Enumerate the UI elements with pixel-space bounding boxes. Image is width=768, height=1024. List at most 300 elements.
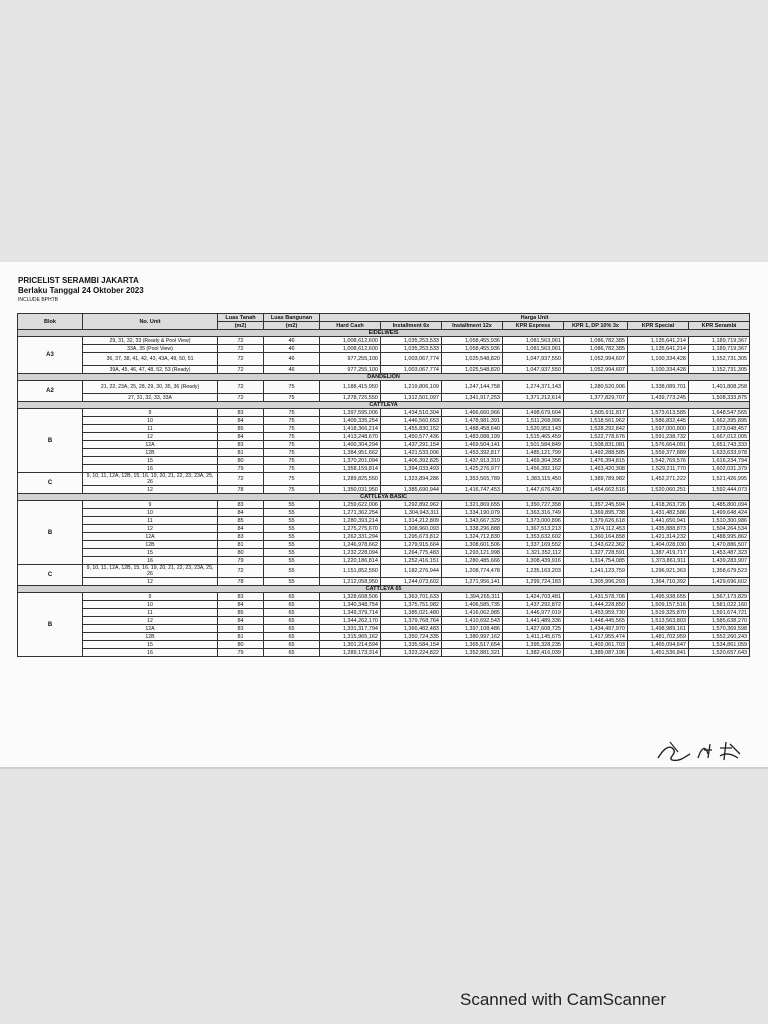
price-cell: 1,481,702,959: [628, 633, 689, 641]
luas-tanah-cell: 83: [218, 441, 264, 449]
price-cell: 1,360,164,858: [564, 533, 628, 541]
luas-bangunan-cell: 75: [264, 425, 320, 433]
price-cell: 1,280,520,906: [564, 381, 628, 394]
table-row: [18, 633, 750, 641]
price-cell: 1,492,288,585: [564, 449, 628, 457]
unit-cell: 11: [83, 425, 218, 433]
luas-bangunan-cell: 55: [264, 565, 320, 578]
table-row: [18, 457, 750, 465]
luas-tanah-cell: 83: [218, 593, 264, 601]
price-cell: 1,280,485,666: [442, 557, 503, 565]
table-row: [18, 473, 750, 486]
price-cell: 1,581,022,160: [689, 601, 750, 609]
price-cell: 1,451,536,841: [628, 649, 689, 657]
luas-tanah-cell: 78: [218, 486, 264, 494]
price-cell: 1,411,145,675: [503, 633, 564, 641]
luas-bangunan-cell: 75: [264, 417, 320, 425]
luas-bangunan-cell: 55: [264, 533, 320, 541]
price-cell: 1,576,664,091: [628, 441, 689, 449]
price-cell: 1,262,331,294: [320, 533, 381, 541]
unit-cell: 10: [83, 509, 218, 517]
price-cell: 1,499,648,424: [689, 509, 750, 517]
header-price-column: KPR 1, DP 10% 3x: [564, 322, 628, 330]
luas-bangunan-cell: 65: [264, 633, 320, 641]
unit-cell: 9, 10, 11, 12A, 12B, 15, 16, 19, 20, 21, 22, 23, 23A, 25, 26: [83, 565, 218, 578]
unit-cell: 9: [83, 409, 218, 417]
unit-cell: 9, 10, 11, 12A, 12B, 15, 16, 19, 20, 21, 22, 23, 23A, 25, 26: [83, 473, 218, 486]
price-cell: 1,371,212,614: [503, 394, 564, 402]
price-cell: 1,312,501,097: [381, 394, 442, 402]
luas-bangunan-cell: 65: [264, 601, 320, 609]
price-cell: 1,439,773,245: [628, 394, 689, 402]
table-row: [18, 549, 750, 557]
price-cell: 1,373,861,911: [628, 557, 689, 565]
price-cell: 1,534,861,059: [689, 641, 750, 649]
price-cell: 1,377,829,707: [564, 394, 628, 402]
price-cell: 1,389,789,982: [564, 473, 628, 486]
table-row: [18, 625, 750, 633]
luas-bangunan-cell: 55: [264, 549, 320, 557]
header-price-column: KPR Serambi: [689, 322, 750, 330]
luas-bangunan-cell: 65: [264, 617, 320, 625]
price-cell: 1,469,504,141: [442, 441, 503, 449]
price-cell: 1,648,547,565: [689, 409, 750, 417]
price-cell: 1,421,533,006: [381, 449, 442, 457]
price-cell: 1,453,959,730: [564, 609, 628, 617]
luas-tanah-cell: 83: [218, 533, 264, 541]
table-row: [18, 565, 750, 578]
table-row: [18, 617, 750, 625]
price-cell: 1,271,362,254: [320, 509, 381, 517]
price-cell: 1,295,673,812: [381, 533, 442, 541]
price-cell: 1,314,212,809: [381, 517, 442, 525]
luas-tanah-cell: 79: [218, 465, 264, 473]
price-cell: 1,008,612,600: [320, 345, 381, 353]
price-cell: 1,370,201,094: [320, 457, 381, 465]
price-cell: 1,485,121,799: [503, 449, 564, 457]
unit-cell: 36, 37, 38, 41, 42, 43, 43A, 49, 50, 51: [83, 353, 218, 366]
luas-bangunan-cell: 65: [264, 593, 320, 601]
price-cell: 1,413,248,670: [320, 433, 381, 441]
price-cell: 1,182,276,944: [381, 565, 442, 578]
price-cell: 1,152,731,305: [689, 353, 750, 366]
unit-cell: 9: [83, 501, 218, 509]
header-price-column: Installment 6x: [381, 322, 442, 330]
price-cell: 1,086,782,385: [564, 345, 628, 353]
table-row: [18, 486, 750, 494]
unit-cell: 12A: [83, 441, 218, 449]
price-cell: 1,418,263,726: [628, 501, 689, 509]
luas-bangunan-cell: 55: [264, 501, 320, 509]
unit-cell: 33A, 35 (Pool View): [83, 345, 218, 353]
price-cell: 1,515,465,459: [503, 433, 564, 441]
price-cell: 1,397,595,006: [320, 409, 381, 417]
luas-bangunan-cell: 46: [264, 366, 320, 374]
price-cell: 1,323,224,822: [381, 649, 442, 657]
blok-cell: A3: [18, 337, 83, 374]
table-row: [18, 578, 750, 586]
price-cell: 1,151,852,550: [320, 565, 381, 578]
price-cell: 1,446,560,653: [381, 417, 442, 425]
luas-tanah-cell: 84: [218, 601, 264, 609]
price-cell: 1,469,304,358: [503, 457, 564, 465]
price-cell: 1,363,701,633: [381, 593, 442, 601]
table-row: [18, 501, 750, 509]
price-cell: 1,448,445,565: [564, 617, 628, 625]
price-cell: 1,518,561,962: [564, 417, 628, 425]
price-cell: 1,299,724,183: [503, 578, 564, 586]
price-cell: 1,308,960,093: [381, 525, 442, 533]
section-header: CATTLEYA BASIC: [18, 494, 750, 501]
luas-bangunan-cell: 65: [264, 609, 320, 617]
price-table: [17, 313, 750, 657]
blok-cell: A2: [18, 381, 83, 402]
price-cell: 1,365,517,654: [442, 641, 503, 649]
unit-cell: 12B: [83, 541, 218, 549]
luas-bangunan-cell: 75: [264, 433, 320, 441]
unit-cell: 12B: [83, 633, 218, 641]
luas-bangunan-cell: 75: [264, 486, 320, 494]
price-cell: 1,385,021,480: [381, 609, 442, 617]
price-cell: 1,334,190,079: [442, 509, 503, 517]
section-header: EIDELWEIS: [18, 330, 750, 337]
price-cell: 1,003,067,774: [381, 366, 442, 374]
unit-cell: 21, 22, 23A, 25, 28, 29, 30, 35, 36 (Ready): [83, 381, 218, 394]
price-cell: 1,304,943,311: [381, 509, 442, 517]
price-cell: 1,389,087,196: [564, 649, 628, 657]
price-cell: 1,293,121,998: [442, 549, 503, 557]
price-cell: 1,152,731,305: [689, 366, 750, 374]
table-row: [18, 533, 750, 541]
price-cell: 1,441,489,336: [503, 617, 564, 625]
luas-tanah-cell: 80: [218, 641, 264, 649]
price-cell: 1,456,392,162: [503, 465, 564, 473]
price-cell: 1,394,265,311: [442, 593, 503, 601]
unit-cell: 11: [83, 609, 218, 617]
price-cell: 977,255,100: [320, 366, 381, 374]
section-header: DANDELION: [18, 374, 750, 381]
price-cell: 1,528,292,842: [564, 425, 628, 433]
page-edge: [0, 767, 768, 769]
price-cell: 1,338,296,888: [442, 525, 503, 533]
price-cell: 1,441,650,941: [628, 517, 689, 525]
unit-cell: 12A: [83, 533, 218, 541]
price-cell: 1,522,778,676: [564, 433, 628, 441]
table-row: [18, 509, 750, 517]
camscanner-watermark: Scanned with CamScanner: [460, 990, 667, 1009]
price-cell: 1,453,487,323: [689, 549, 750, 557]
table-row: [18, 517, 750, 525]
luas-tanah-cell: 84: [218, 509, 264, 517]
luas-tanah-cell: 79: [218, 649, 264, 657]
price-cell: 1,483,088,199: [442, 433, 503, 441]
price-cell: 1,616,234,794: [689, 457, 750, 465]
price-cell: 1,289,825,550: [320, 473, 381, 486]
luas-tanah-cell: 81: [218, 541, 264, 549]
price-cell: 1,364,710,392: [628, 578, 689, 586]
price-cell: 1,651,743,333: [689, 441, 750, 449]
signature-image: [650, 738, 750, 764]
price-cell: 1,429,696,602: [689, 578, 750, 586]
luas-bangunan-cell: 55: [264, 578, 320, 586]
price-cell: 1,323,894,286: [381, 473, 442, 486]
price-cell: 1,052,994,607: [564, 366, 628, 374]
price-cell: 1,100,334,428: [628, 366, 689, 374]
validity-date: Berlaku Tanggal 24 Oktober 2023: [18, 286, 144, 295]
price-cell: 1,358,679,523: [689, 565, 750, 578]
price-cell: 1,434,497,970: [564, 625, 628, 633]
unit-cell: 12: [83, 578, 218, 586]
price-cell: 1,504,264,534: [689, 525, 750, 533]
price-cell: 1,421,314,232: [628, 533, 689, 541]
price-cell: 1,350,727,358: [503, 501, 564, 509]
price-cell: 1,035,253,533: [381, 345, 442, 353]
unit-cell: 12B: [83, 449, 218, 457]
price-cell: 1,384,951,662: [320, 449, 381, 457]
price-cell: 1,501,584,849: [503, 441, 564, 449]
price-cell: 1,509,157,516: [628, 601, 689, 609]
tax-note: INCLUDE BPHTB: [18, 297, 59, 303]
price-cell: 1,208,774,478: [442, 565, 503, 578]
price-cell: 1,135,641,214: [628, 337, 689, 345]
luas-bangunan-cell: 75: [264, 409, 320, 417]
price-cell: 1,586,832,445: [628, 417, 689, 425]
price-cell: 1,498,989,161: [628, 625, 689, 633]
price-cell: 1,343,667,329: [442, 517, 503, 525]
luas-tanah-cell: 72: [218, 565, 264, 578]
price-cell: 1,435,888,873: [628, 525, 689, 533]
price-cell: 1,380,997,162: [442, 633, 503, 641]
luas-bangunan-cell: 75: [264, 381, 320, 394]
header-unit-m2: (m2): [264, 322, 320, 330]
price-cell: 1,410,692,543: [442, 617, 503, 625]
luas-tanah-cell: 84: [218, 433, 264, 441]
luas-tanah-cell: 72: [218, 337, 264, 345]
price-cell: 1,081,563,061: [503, 345, 564, 353]
price-cell: 1,520,060,251: [628, 486, 689, 494]
unit-cell: 11: [83, 517, 218, 525]
price-cell: 1,444,228,850: [564, 601, 628, 609]
luas-tanah-cell: 72: [218, 345, 264, 353]
price-cell: 1,437,913,310: [442, 457, 503, 465]
price-cell: 1,404,028,030: [628, 541, 689, 549]
price-cell: 1,278,725,550: [320, 394, 381, 402]
luas-bangunan-cell: 75: [264, 473, 320, 486]
price-cell: 1,337,169,552: [503, 541, 564, 549]
price-cell: 1,450,577,436: [381, 433, 442, 441]
price-cell: 1,219,806,109: [381, 381, 442, 394]
price-cell: 1,431,578,706: [564, 593, 628, 601]
price-cell: 1,358,159,814: [320, 465, 381, 473]
price-cell: 1,406,585,735: [442, 601, 503, 609]
price-cell: 1,667,012,005: [689, 433, 750, 441]
luas-tanah-cell: 79: [218, 557, 264, 565]
price-cell: 1,301,214,594: [320, 641, 381, 649]
price-cell: 1,374,112,453: [564, 525, 628, 533]
price-cell: 1,357,245,594: [564, 501, 628, 509]
table-row: [18, 366, 750, 374]
price-cell: 1,559,377,889: [628, 449, 689, 457]
header-luas-tanah: Luas Tanah: [218, 314, 264, 322]
price-cell: 1,252,416,151: [381, 557, 442, 565]
luas-tanah-cell: 83: [218, 501, 264, 509]
luas-bangunan-cell: 55: [264, 557, 320, 565]
price-cell: 1,275,275,670: [320, 525, 381, 533]
price-cell: 1,379,626,618: [564, 517, 628, 525]
header-price-column: KPR Special: [628, 322, 689, 330]
price-cell: 1,519,325,870: [628, 609, 689, 617]
price-cell: 1,382,416,039: [503, 649, 564, 657]
luas-bangunan-cell: 55: [264, 517, 320, 525]
price-cell: 1,081,563,061: [503, 337, 564, 345]
luas-tanah-cell: 85: [218, 517, 264, 525]
price-cell: 1,367,513,213: [503, 525, 564, 533]
unit-cell: 27, 31, 32, 33, 33A: [83, 394, 218, 402]
price-cell: 1,409,335,254: [320, 417, 381, 425]
unit-cell: 12: [83, 486, 218, 494]
price-cell: 977,255,100: [320, 353, 381, 366]
price-cell: 1,592,444,073: [689, 486, 750, 494]
price-cell: 1,452,271,222: [628, 473, 689, 486]
price-cell: 1,431,482,586: [628, 509, 689, 517]
price-cell: 1,508,831,081: [564, 441, 628, 449]
unit-cell: 12: [83, 617, 218, 625]
luas-bangunan-cell: 55: [264, 509, 320, 517]
header-unit-m2: (m2): [218, 322, 264, 330]
price-cell: 1,552,260,243: [689, 633, 750, 641]
luas-tanah-cell: 81: [218, 449, 264, 457]
price-cell: 1,292,892,962: [381, 501, 442, 509]
luas-tanah-cell: 85: [218, 609, 264, 617]
price-cell: 1,597,000,800: [628, 425, 689, 433]
price-cell: 1,591,674,721: [689, 609, 750, 617]
luas-tanah-cell: 78: [218, 578, 264, 586]
luas-tanah-cell: 72: [218, 353, 264, 366]
price-cell: 1,025,548,820: [442, 353, 503, 366]
table-row: [18, 557, 750, 565]
blok-cell: C: [18, 473, 83, 494]
pricelist-title: PRICELIST SERAMBI JAKARTA: [18, 276, 139, 285]
table-row: [18, 337, 750, 345]
price-cell: 1,379,768,764: [381, 617, 442, 625]
price-cell: 1,402,061,703: [564, 641, 628, 649]
price-cell: 1,340,348,754: [320, 601, 381, 609]
price-cell: 1,350,031,950: [320, 486, 381, 494]
luas-tanah-cell: 72: [218, 394, 264, 402]
price-cell: 1,369,895,738: [564, 509, 628, 517]
price-cell: 1,331,317,794: [320, 625, 381, 633]
luas-bangunan-cell: 75: [264, 441, 320, 449]
price-cell: 1,463,420,308: [564, 465, 628, 473]
price-cell: 1,570,369,598: [689, 625, 750, 633]
price-cell: 1,003,067,774: [381, 353, 442, 366]
header-luas-bangunan: Luas Bangunan: [264, 314, 320, 322]
price-cell: 1,454,662,516: [564, 486, 628, 494]
unit-cell: 15: [83, 549, 218, 557]
price-cell: 1,232,228,094: [320, 549, 381, 557]
price-cell: 1,047,937,550: [503, 353, 564, 366]
luas-tanah-cell: 72: [218, 366, 264, 374]
price-cell: 1,385,690,944: [381, 486, 442, 494]
price-cell: 1,349,379,714: [320, 609, 381, 617]
luas-bangunan-cell: 55: [264, 541, 320, 549]
price-cell: 1,455,830,152: [381, 425, 442, 433]
price-cell: 1,035,253,533: [381, 337, 442, 345]
price-cell: 1,383,115,450: [503, 473, 564, 486]
header-price-column: Installment 12x: [442, 322, 503, 330]
table-row: [18, 465, 750, 473]
price-cell: 1,363,316,749: [503, 509, 564, 517]
price-cell: 1,212,058,950: [320, 578, 381, 586]
price-cell: 1,488,458,640: [442, 425, 503, 433]
unit-cell: 12A: [83, 625, 218, 633]
price-cell: 1,416,062,985: [442, 609, 503, 617]
unit-cell: 16: [83, 557, 218, 565]
price-cell: 1,086,782,385: [564, 337, 628, 345]
unit-cell: 10: [83, 601, 218, 609]
price-cell: 1,602,031,379: [689, 465, 750, 473]
price-cell: 1,470,886,507: [689, 541, 750, 549]
price-cell: 1,366,482,483: [381, 625, 442, 633]
price-cell: 1,241,123,759: [564, 565, 628, 578]
price-cell: 1,401,808,258: [689, 381, 750, 394]
price-cell: 1,476,394,815: [564, 457, 628, 465]
blok-cell: C: [18, 565, 83, 586]
price-cell: 1,387,419,717: [628, 549, 689, 557]
price-cell: 1,466,660,966: [442, 409, 503, 417]
price-cell: 1,424,703,481: [503, 593, 564, 601]
price-cell: 1,353,632,602: [503, 533, 564, 541]
price-cell: 1,321,352,112: [503, 549, 564, 557]
price-cell: 1,447,676,430: [503, 486, 564, 494]
price-cell: 1,495,938,655: [628, 593, 689, 601]
price-cell: 1,296,921,363: [628, 565, 689, 578]
price-cell: 1,305,996,293: [564, 578, 628, 586]
luas-bangunan-cell: 65: [264, 649, 320, 657]
price-cell: 1,308,601,506: [442, 541, 503, 549]
table-row: [18, 649, 750, 657]
unit-cell: 12: [83, 525, 218, 533]
price-cell: 1,498,679,604: [503, 409, 564, 417]
price-cell: 1,394,033,493: [381, 465, 442, 473]
price-cell: 1,375,751,982: [381, 601, 442, 609]
price-cell: 1,025,548,820: [442, 366, 503, 374]
luas-tanah-cell: 84: [218, 417, 264, 425]
unit-cell: 9: [83, 593, 218, 601]
price-cell: 1,397,108,486: [442, 625, 503, 633]
price-cell: 1,585,638,270: [689, 617, 750, 625]
luas-bangunan-cell: 46: [264, 337, 320, 345]
price-cell: 1,314,754,085: [564, 557, 628, 565]
luas-tanah-cell: 83: [218, 625, 264, 633]
luas-tanah-cell: 72: [218, 381, 264, 394]
price-cell: 1,350,724,335: [381, 633, 442, 641]
price-cell: 1,247,144,758: [442, 381, 503, 394]
table-row: [18, 425, 750, 433]
luas-tanah-cell: 80: [218, 549, 264, 557]
header-blok: Blok: [18, 314, 83, 330]
price-cell: 1,135,641,214: [628, 345, 689, 353]
price-cell: 1,437,291,154: [381, 441, 442, 449]
price-cell: 1,521,426,995: [689, 473, 750, 486]
price-cell: 1,189,719,367: [689, 345, 750, 353]
price-cell: 1,510,300,986: [689, 517, 750, 525]
price-cell: 1,324,712,830: [442, 533, 503, 541]
table-row: [18, 433, 750, 441]
price-cell: 1,100,334,428: [628, 353, 689, 366]
price-cell: 1,446,977,019: [503, 609, 564, 617]
price-cell: 1,279,915,664: [381, 541, 442, 549]
